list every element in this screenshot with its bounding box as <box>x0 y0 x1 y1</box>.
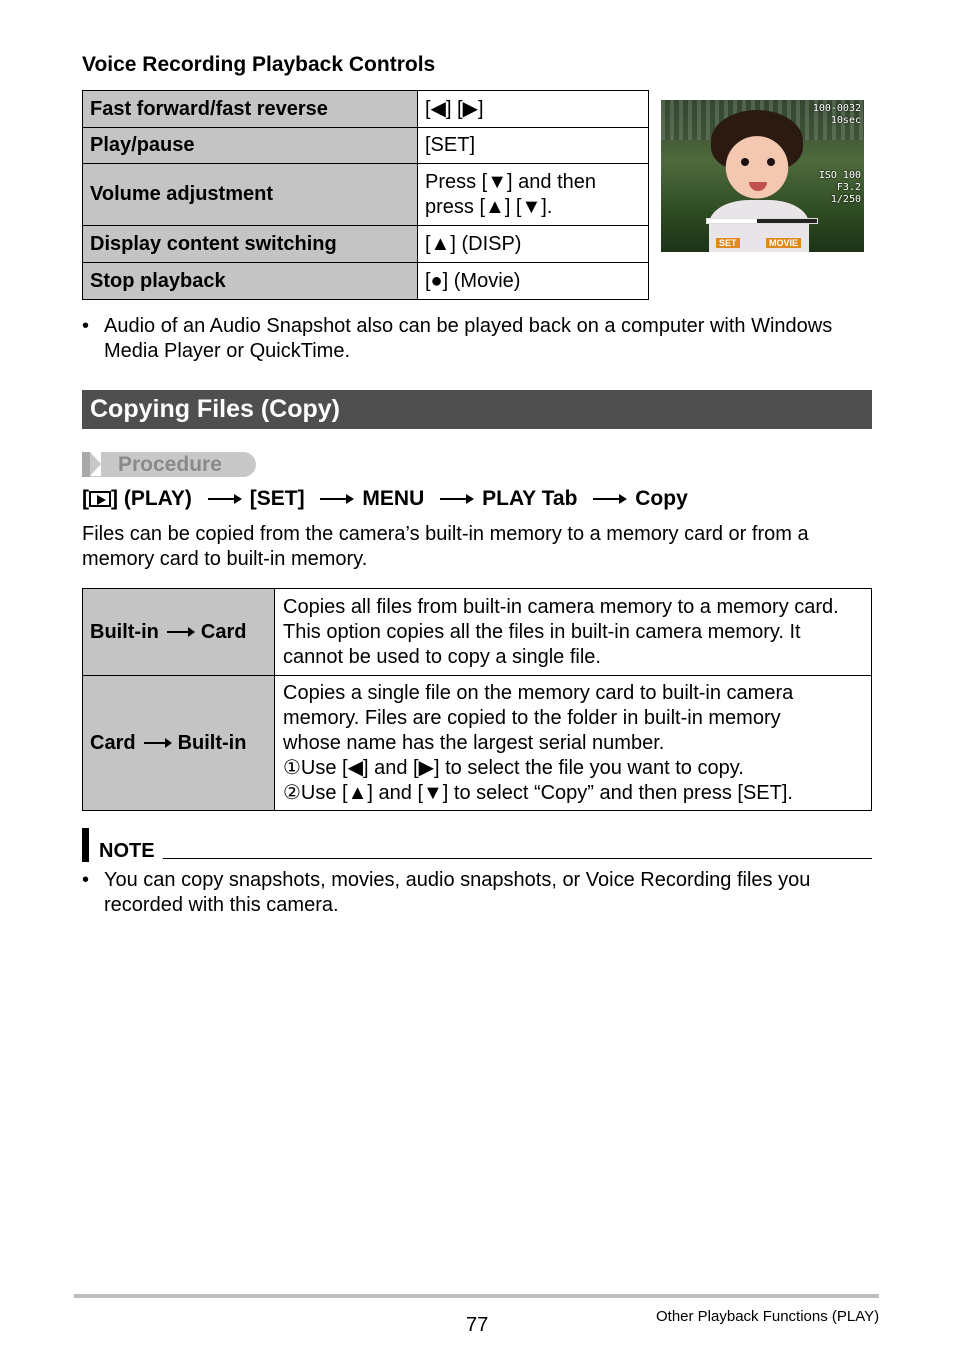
procedure-label: Procedure <box>118 453 222 476</box>
action-cell: Stop playback <box>83 263 418 300</box>
osd-progress-bar <box>706 218 818 224</box>
playback-controls-table <box>82 90 649 300</box>
footer-rule <box>74 1294 879 1298</box>
section-heading: Voice Recording Playback Controls <box>82 53 436 76</box>
description-line: Copies all files from built-in camera memory to a memory card. <box>283 595 839 618</box>
keys-cell: [◀] [▶] <box>418 91 649 128</box>
copy-direction-cell <box>83 676 275 811</box>
osd-aperture: F3.2 <box>836 182 861 193</box>
osd-exposure <box>819 170 861 206</box>
path-step: MENU <box>362 487 425 510</box>
path-play: ] (PLAY) <box>111 487 192 510</box>
bullet-text: Audio of an Audio Snapshot also can be played back on a computer with Windows Media Player or QuickTime. <box>104 315 833 362</box>
page-number: 77 <box>466 1314 489 1336</box>
table-row <box>83 128 649 164</box>
bullet-dot: • <box>82 869 90 891</box>
note-bar <box>82 828 89 862</box>
footer-section-title: Other Playback Functions (PLAY) <box>656 1308 880 1325</box>
table-row <box>83 589 872 676</box>
description-line: ①Use [◀] and [▶] to select the file you want to copy. <box>283 756 744 779</box>
section-banner <box>82 390 872 429</box>
arrow-right-icon <box>144 742 170 744</box>
child-eye <box>741 158 749 166</box>
note-label: NOTE <box>99 840 155 862</box>
osd-shutter: 1/250 <box>830 194 861 205</box>
copy-to: Built-in <box>177 731 247 754</box>
keys-cell: [●] (Movie) <box>418 263 649 300</box>
action-cell: Display content switching <box>83 226 418 263</box>
arrow-right-icon <box>440 498 472 500</box>
osd-file-info <box>813 103 861 127</box>
play-icon <box>89 491 111 507</box>
action-cell: Volume adjustment <box>83 164 418 226</box>
path-step: [SET] <box>249 487 305 510</box>
osd-movie-badge: MOVIE <box>766 238 801 248</box>
copy-description-cell <box>275 589 872 676</box>
description-line: memory. Files are copied to the folder in built-in memory <box>283 706 781 729</box>
intro-paragraph: Files can be copied from the camera’s built-in memory to a memory card or from a memory card to built-in memory. <box>82 523 809 570</box>
procedure-bar <box>82 452 90 477</box>
playback-screen-photo <box>661 100 864 252</box>
child-eye <box>767 158 775 166</box>
copy-direction-cell <box>83 589 275 676</box>
osd-iso: ISO 100 <box>818 170 861 181</box>
note-divider <box>163 858 872 859</box>
description-line: Copies a single file on the memory card to built-in camera <box>283 681 794 704</box>
copy-options-table <box>82 588 872 811</box>
action-cell: Fast forward/fast reverse <box>83 91 418 128</box>
child-face <box>721 120 793 206</box>
table-row <box>83 91 649 128</box>
arrow-right-icon <box>208 498 240 500</box>
menu-path <box>82 487 688 511</box>
procedure-tab <box>82 452 256 477</box>
copy-to: Card <box>200 620 247 643</box>
description-line: This option copies all the files in built-in camera memory. It <box>283 620 801 643</box>
description-line: cannot be used to copy a single file. <box>283 645 601 668</box>
arrow-right-icon <box>167 631 193 633</box>
arrow-right-icon <box>593 498 625 500</box>
banner-title: Copying Files (Copy) <box>90 395 340 423</box>
keys-cell: [▲] (DISP) <box>418 226 649 263</box>
copy-description-cell <box>275 676 872 811</box>
path-open-bracket: [ <box>82 487 89 510</box>
table-row <box>83 164 649 226</box>
note-bullet-item <box>82 868 872 920</box>
table-row <box>83 263 649 300</box>
description-line: ②Use [▲] and [▼] to select “Copy” and then press [SET]. <box>283 781 793 804</box>
action-cell: Play/pause <box>83 128 418 164</box>
copy-from: Built-in <box>90 620 159 643</box>
table-row <box>83 226 649 263</box>
bullet-dot: • <box>82 315 90 337</box>
description-line: whose name has the largest serial number. <box>283 731 665 754</box>
osd-duration: 10sec <box>830 115 861 126</box>
path-step: Copy <box>635 487 688 510</box>
arrow-right-icon <box>320 498 352 500</box>
osd-file-number: 100-0032 <box>812 103 861 114</box>
osd-set-badge: SET <box>716 238 740 248</box>
copy-from: Card <box>90 731 136 754</box>
table-row <box>83 676 872 811</box>
keys-cell: [SET] <box>418 128 649 164</box>
procedure-arrow-icon <box>90 452 101 476</box>
keys-cell: Press [▼] and then press [▲] [▼]. <box>418 164 649 226</box>
note-bullet-text: You can copy snapshots, movies, audio snapshots, or Voice Recording files you recorded with this camera. <box>104 869 811 916</box>
path-step: PLAY Tab <box>482 487 578 510</box>
bullet-item <box>82 314 872 366</box>
osd-progress-fill <box>707 219 757 223</box>
